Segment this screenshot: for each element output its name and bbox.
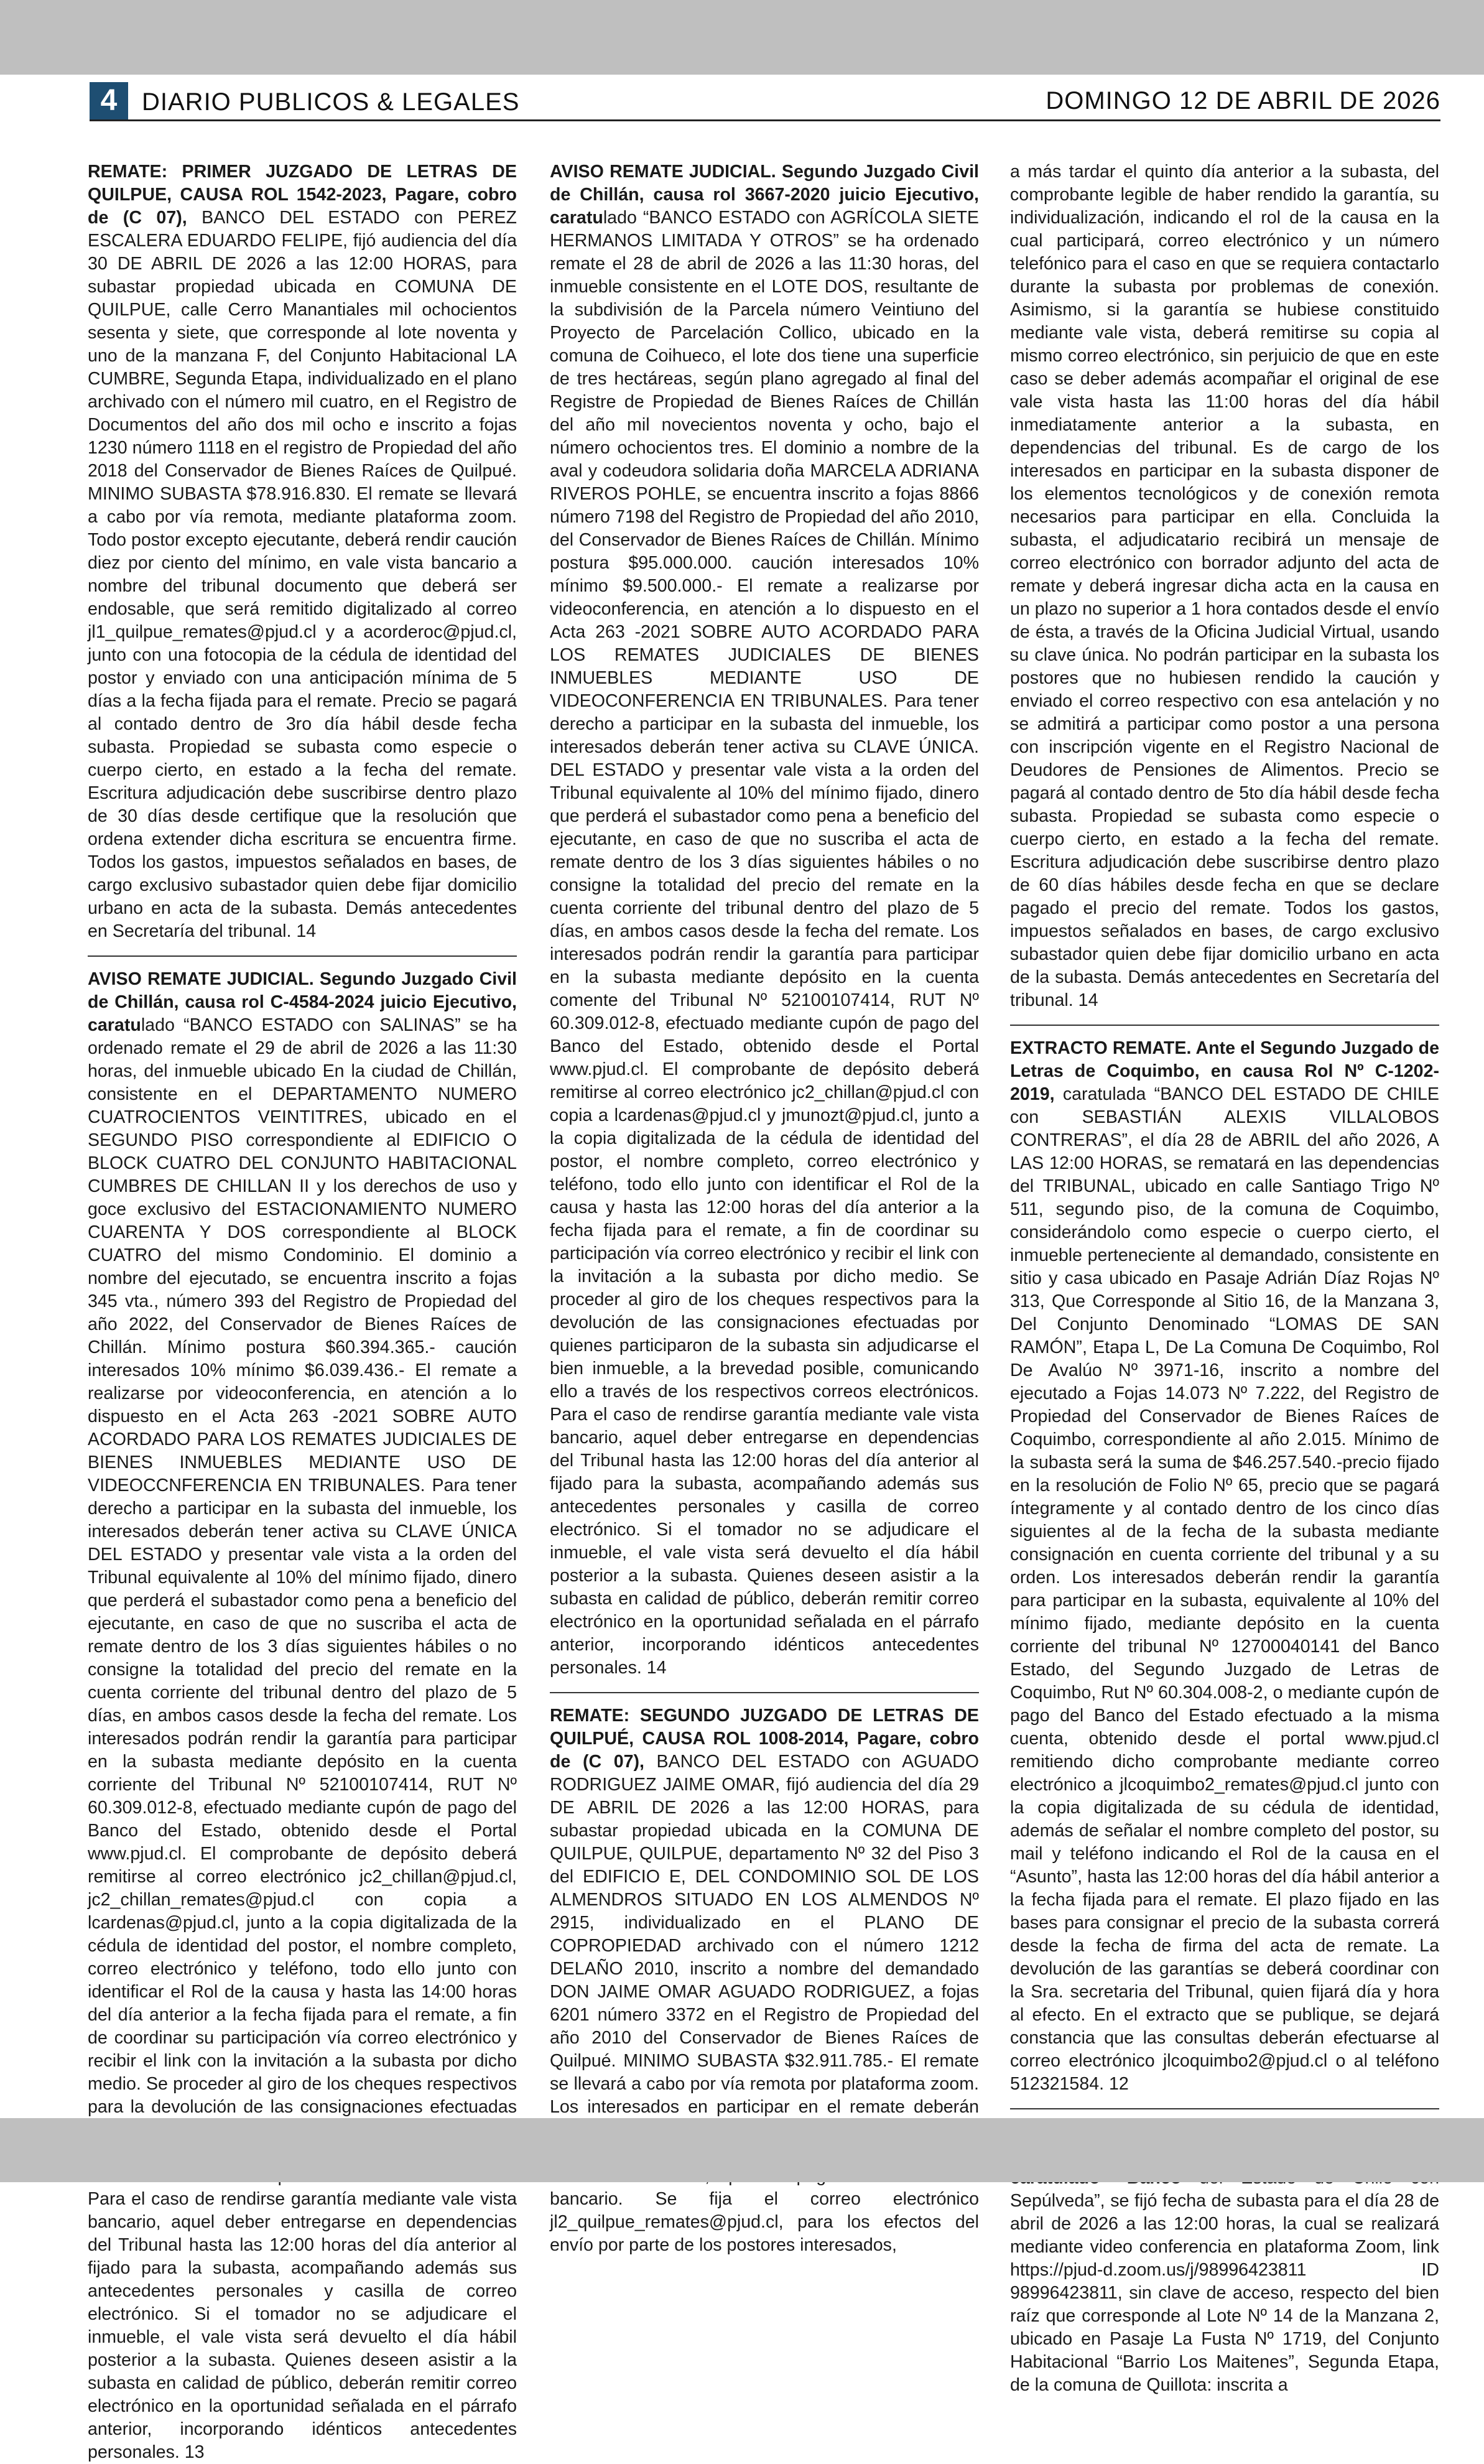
notice-remate-quilpue-1542	[88, 160, 517, 943]
newspaper-title: DIARIO PUBLICOS & LEGALES	[142, 88, 520, 116]
notice-remate-chillan-3667	[550, 160, 979, 1680]
notice-body: Sepúlveda”, se fijó fecha de subasta para el día 28 de abril de 2026 a las 12:00 horas, la cual se realizará mediante video conferencia en plataforma Zoom, link https://pjud-d.zoom.us/j/98996423811 ID 98996423811, sin clave de acceso, respecto del bien raíz que corresponde al Lote Nº 14 de la Manzana 2, ubicado en Pasaje La Fusta Nº 1719, del Conjunto Habitacional “Barrio Los Maitenes”, Segunda Etapa, de la comuna de Quillota: inscrita a	[1010, 2191, 1439, 2395]
notice-heading: REMATE: PRIMER JUZGADO DE LETRAS DE QUILPUE, CAUSA ROL 1542-2023, Pagare, cobro de (C 07),	[88, 162, 517, 228]
notice-heading: AVISO REMATE JUDICIAL. Segundo Juzgado Civil de Chillán, causa rol C-4584-2024 juicio Ejecutivo, caratu	[88, 969, 517, 1035]
notice-body: lado “BANCO ESTADO con SALINAS” se ha ordenado remate el 29 de abril de 2026 a las 11:30 horas, del inmueble ubicado En la ciudad de Chillán, consistente en el DEPARTAMENTO NUMERO CUATROCIENTOS VEINTITRES, ubicado en el SEGUNDO PISO correspondiente al EDIFICIO O BLOCK CUATRO DEL CONJUNTO HABITACIONAL CUMBRES DE CHILLAN II y los derechos de uso y goce exclusivo del ESTACIONAMIENTO NUMERO CUARENTA Y DOS correspondiente al BLOCK CUATRO del mismo Condominio. El dominio a nombre del ejecutado, se encuentra inscrito a fojas 345 vta., número 393 del Registro de Propiedad del año 2022, del Conservador de Bienes Raíces de Chillán. Mínimo postura $60.394.365.- caución interesados 10% mínimo $6.039.436.- El remate a realizarse por videoconferencia, en atención a lo dispuesto en el Acta 263 -2021 SOBRE AUTO ACORDADO PARA LOS REMATES JUDICIALES DE BIENES INMUEBLES MEDIANTE USO DE VIDEOCCNFERENCIA EN TRIBUNALES. Para tener derecho a participar en la subasta del inmueble, los interesados deberán tener activa su CLAVE ÚNICA DEL ESTADO y presentar vale vista a la orden del Tribunal equivalente al 10% del mínimo fijado, dinero que perderá el subastador como pena a beneficio del ejecutante, en caso de que no suscriba el acta de remate dentro de los 3 días siguientes hábiles o no consigne la totalidad del precio del remate en la cuenta corriente del tribunal dentro del plazo de 5 días, en ambos casos desde la fecha del remate. Los interesados podrán rendir la garantía para participar en la subasta mediante depósito en la cuenta corriente del Tribunal Nº 52100107414, RUT Nº 60.309.012-8, efectuado mediante cupón de pago del Banco del Estado, obtenido desde el Portal www.pjud.cl. El comprobante de depósito deberá remitirse al correo electrónico jc2_chillan@pjud.cl, jc2_chillan_remates@pjud.cl con copia a lcardenas@pjud.cl, junto a la copia digitalizada de la cédula de identidad del postor, el nombre completo, correo electrónico y teléfono, todo ello junto con identificar el Rol de la causa y hasta las 14:00 horas del día anterior a la fecha fijada para el remate, a fin de coordinar su participación vía correo electrónico y recibir el link con la invitación a la subasta por dicho medio. Se proceder al giro de los cheques respectivos para la devolución de las consignaciones efectuadas Para el caso de rendirse garantía mediante vale vista bancario, aquel deber entregarse en dependencias del Tribunal hasta las 12:00 horas del día anterior al fijado para la subasta, acompañando además sus antecedentes personales y casilla de correo electrónico. Si el tomador no se adjudicare el inmueble, el vale vista será devuelto el día hábil posterior a la subasta. Quienes deseen asistir a la subasta en calidad de público, deberán remitir correo electrónico en la oportunidad señalada en el párrafo anterior, incorporando idénticos antecedentes personales. 13	[88, 1015, 517, 2462]
notice-body: BANCO DEL ESTADO con AGUADO RODRIGUEZ JAIME OMAR, fijó audiencia del día 29 DE ABRIL DE 2026 a las 12:00 HORAS, para subastar propiedad ubicada en la COMUNA DE QUILPUE, QUILPUE, departamento Nº 32 del Piso 3 del EDIFICIO E, DEL CONDOMINIO SOL DE LOS ALMENDROS SITUADO EN LOS ALMENDOS Nº 2915, individualizado en el PLANO DE COPROPIEDAD archivado con el número 1212 DELAÑO 2010, inscrito a nombre del demandado DON JAIME OMAR AGUADO RODRIGUEZ, a fojas 6201 número 3372 en el Registro de Propiedad del año 2010 del Conservador de Bienes Raíces de Quilpué. MINIMO SUBASTA $32.911.785.- El remate se llevará a cabo por vía remota por plataforma zoom. Los interesados en participar en el remate deberán bancario. Se fija el correo electrónico jl2_quilpue_remates@pjud.cl, para los efectos del envío por parte de los postores interesados,	[550, 1752, 979, 2255]
notice-body: caratulada “BANCO DEL ESTADO DE CHILE con SEBASTIÁN ALEXIS VILLALOBOS CONTRERAS”, el día 28 de ABRIL del año 2026, A LAS 12:00 HORAS, se rematará en las dependencias del TRIBUNAL, ubicado en calle Santiago Trigo Nº 511, segundo piso, de la comuna de Coquimbo, considerándolo como especie o cuerpo cierto, el inmueble perteneciente al demandado, consistente en sitio y casa ubicado en Pasaje Adrián Díaz Rojas Nº 313, Que Corresponde al Sitio 16, de la Manzana 3, Del Conjunto Denominado “LOMAS DE SAN RAMÓN”, Etapa L, De La Comuna De Coquimbo, Rol De Avalúo Nº 3971-16, inscrito a nombre del ejecutado a Fojas 14.073 Nº 7.222, del Registro de Propiedad del Conservador de Bienes Raíces de Coquimbo, correspondiente al año 2.015. Mínimo de la subasta será la suma de $46.257.540.-precio fijado en la resolución de Folio Nº 65, precio que se pagará íntegramente y al contado dentro de los cinco días siguientes al de la fecha de la subasta mediante consignación en cuenta corriente del tribunal y a su orden. Los interesados deberán rendir la garantía para participar en la subasta, equivalente al 10% del mínimo fijado, mediante depósito en la cuenta corriente del tribunal Nº 12700040141 del Banco Estado, del Segundo Juzgado de Letras de Coquimbo, Rut Nº 60.304.008-2, o mediante cupón de pago del Banco del Estado efectuado a la misma cuenta, obtenido desde el portal www.pjud.cl remitiendo dicho comprobante mediante correo electrónico a jlcoquimbo2_remates@pjud.cl junto con la copia digitalizada de su cédula de identidad, además de señalar el nombre completo del postor, su mail y teléfono indicando el Rol de la causa en el “Asunto”, hasta las 12:00 horas del día hábil anterior a la fecha fijada para el remate. El plazo fijado en las bases para consignar el precio de la subasta correrá desde la fecha de firma del acta de remate. La devolución de las garantías se deberá coordinar con la Sra. secretaria del Tribunal, quien fijará día y hora al efecto. En el extracto que se publique, se dejará constancia que las consultas deberán efectuarse al correo electrónico jlcoquimbo2@pjud.cl o al teléfono 512321584. 12	[1010, 1084, 1439, 2094]
bottom-margin-band	[0, 2118, 1484, 2182]
notice-body: a más tardar el quinto día anterior a la subasta, del comprobante legible de haber rendido la garantía, su individualización, indicando el rol de la causa en la cual participará, correo electrónico y un número telefónico para el caso en que se requiera contactarlo durante la subasta por problemas de conexión. Asimismo, si la garantía se hubiese constituido mediante vale vista, deberá remitirse su copia al mismo correo electrónico, sin perjuicio de que en este caso se deber además acompañar el original de ese vale vista hasta las 11:00 horas del día hábil inmediatamente anterior a la subasta, en dependencias del tribunal. Es de cargo de los interesados en participar en la subasta disponer de los elementos tecnológicos y de conexión remota necesarios para participar en ella. Concluida la subasta, el adjudicatario recibirá un mensaje de correo electrónico con borrador adjunto del acta de remate y deberá ingresar dicha acta en la causa en un plazo no superior a 1 hora contados desde el envío de ésta, a través de la Oficina Judicial Virtual, usando su clave única. No podrán participar en la subasta los postores que no hubiesen rendido la caución y enviado el correo respectivo con esa antelación y no se admitirá a participar como postor a una persona con inscripción vigente en el Registro Nacional de Deudores de Pensiones de Alimentos. Precio se pagará al contado dentro de 5to día hábil desde fecha subasta. Propiedad se subasta como especie o cuerpo cierto, en estado a la fecha del remate. Escritura adjudicación debe suscribirse dentro plazo de 60 días hábiles desde fecha en que se declare pagado el precio del remate. Todos los gastos, impuestos señalados en bases, de cargo exclusivo subastador quien debe fijar domicilio urbano en acta de la subasta. Demás antecedentes en Secretaría del tribunal. 14	[1010, 162, 1439, 1010]
column-1	[88, 160, 517, 2462]
column-2	[550, 160, 979, 2255]
page-header	[90, 78, 1440, 121]
edition-date: DOMINGO 12 DE ABRIL DE 2026	[1046, 87, 1440, 114]
notice-remate-quilpue-1008-continued	[1010, 160, 1439, 1012]
page-number: 4	[90, 82, 128, 119]
notice-body: BANCO DEL ESTADO con PEREZ ESCALERA EDUARDO FELIPE, fijó audiencia del día 30 DE ABRIL DE 2026 a las 12:00 HORAS, para subastar propiedad ubicada en COMUNA DE QUILPUE, calle Cerro Manantiales mil ochocientos sesenta y siete, que corresponde al lote noventa y uno de la manzana F, del Conjunto Habitacional LA CUMBRE, Segunda Etapa, individualizado en el plano archivado con el número mil cuatro, en el Registro de Documentos del año dos mil ocho e inscrito a fojas 1230 número 1118 en el registro de Propiedad del año 2018 del Conservador de Bienes Raíces de Quilpué. MINIMO SUBASTA $78.916.830. El remate se llevará a cabo por vía remota, mediante plataforma zoom. Todo postor excepto ejecutante, deberá rendir caución diez por ciento del mínimo, en vale vista bancario a nombre del tribunal documento que deberá ser endosable, que será remitido digitalizado al correo jl1_quilpue_remates@pjud.cl y a acorderoc@pjud.cl, junto con una fotocopia de la cédula de identidad del postor y enviado con una anticipación mínima de 5 días a la fecha fijada para el remate. Precio se pagará al contado dentro de 3ro día hábil desde fecha subasta. Propiedad se subasta como especie o cuerpo cierto, en estado a la fecha del remate. Escritura adjudicación debe suscribirse dentro plazo de 30 días desde certifique que la resolución que ordena extender dicha escritura se encuentra firme. Todos los gastos, impuestos señalados en bases, de cargo exclusivo subastador quien debe fijar domicilio urbano en acta de la subasta. Demás antecedentes en Secretaría del tribunal. 14	[88, 208, 517, 941]
notice-heading: EXTRACTO REMATE. Ante el Segundo Juzgado de Letras de Coquimbo, en causa Rol Nº C-1202-2019,	[1010, 1038, 1439, 1104]
notice-heading: REMATE: SEGUNDO JUZGADO DE LETRAS DE QUILPUÉ, CAUSA ROL 1008-2014, Pagare, cobro de (C 07),	[550, 1706, 979, 1772]
notice-remate-chillan-4584	[88, 955, 517, 2464]
column-3	[1010, 160, 1439, 2395]
notice-remate-coquimbo-1202	[1010, 1025, 1439, 2096]
notice-body: lado “BANCO ESTADO con AGRÍCOLA SIETE HERMANOS LIMITADA Y OTROS” se ha ordenado remate el 28 de abril de 2026 a las 11:30 horas, del inmueble consistente en el LOTE DOS, resultante de la subdivisión de la Parcela número Veintiuno del Proyecto de Parcelación Collico, ubicado en la comuna de Coihueco, el lote dos tiene una superficie de tres hectáreas, según plano agregado al final del Registre de Propiedad de Bienes Raíces de Chillán del año mil novecientos noventa y ocho, bajo el número ochocientos tres. El dominio a nombre de la aval y codeudora solidaria doña MARCELA ADRIANA RIVEROS POHLE, se encuentra inscrito a fojas 8866 número 7198 del Registro de Propiedad del año 2010, del Conservador de Bienes Raíces de Chillán. Mínimo postura $95.000.000. caución interesados 10% mínimo $9.500.000.- El remate a realizarse por videoconferencia, en atención a lo dispuesto en el Acta 263 -2021 SOBRE AUTO ACORDADO PARA LOS REMATES JUDICIALES DE BIENES INMUEBLES MEDIANTE USO DE VIDEOCONFERENCIA EN TRIBUNALES. Para tener derecho a participar en la subasta del inmueble, los interesados deberán tener activa su CLAVE ÚNICA. DEL ESTADO y presentar vale vista a la orden del Tribunal equivalente al 10% del mínimo fijado, dinero que perderá el subastador como pena a beneficio del ejecutante, en caso de que no suscriba el acta de remate dentro de los 3 días siguientes hábiles o no consigne la totalidad del precio del remate en la cuenta corriente del tribunal dentro del plazo de 5 días, en ambos casos desde la fecha del remate. Los interesados podrán rendir la garantía para participar en la subasta mediante depósito en la cuenta comente del Tribunal Nº 52100107414, RUT Nº 60.309.012-8, efectuado mediante cupón de pago del Banco del Estado, obtenido desde el Portal www.pjud.cl. El comprobante de depósito deberá remitirse al correo electrónico jc2_chillan@pjud.cl con copia a lcardenas@pjud.cl y jmunozt@pjud.cl, junto a la copia digitalizada de la cédula de identidad del postor, el nombre completo, correo electrónico y teléfono, todo ello junto con identificar el Rol de la causa y hasta las 12:00 horas del día anterior a la fecha fijada para el remate, a fin de coordinar su participación vía correo electrónico y recibir el link con la invitación a la subasta por dicho medio. Se proceder al giro de los cheques respectivos para la devolución de las consignaciones efectuadas por quienes participaron de la subasta sin adjudicarse el bien inmueble, a la brevedad posible, comunicando ello a través de los respectivos correos electrónicos. Para el caso de rendirse garantía mediante vale vista bancario, aquel deber entregarse en dependencias del Tribunal hasta las 12:00 horas del día anterior al fijado para la subasta, acompañando además sus antecedentes personales y casilla de correo electrónico. Si el tomador no se adjudicare el inmueble, el vale vista será devuelto el día hábil posterior a la subasta. Quienes deseen asistir a la subasta en calidad de público, deberán remitir correo electrónico en la oportunidad señalada en el párrafo anterior, incorporando idénticos antecedentes personales. 14	[550, 208, 979, 1678]
top-margin-band	[0, 0, 1484, 75]
notice-heading: AVISO REMATE JUDICIAL. Segundo Juzgado Civil de Chillán, causa rol 3667-2020 juicio Ejecutivo, caratu	[550, 162, 979, 228]
